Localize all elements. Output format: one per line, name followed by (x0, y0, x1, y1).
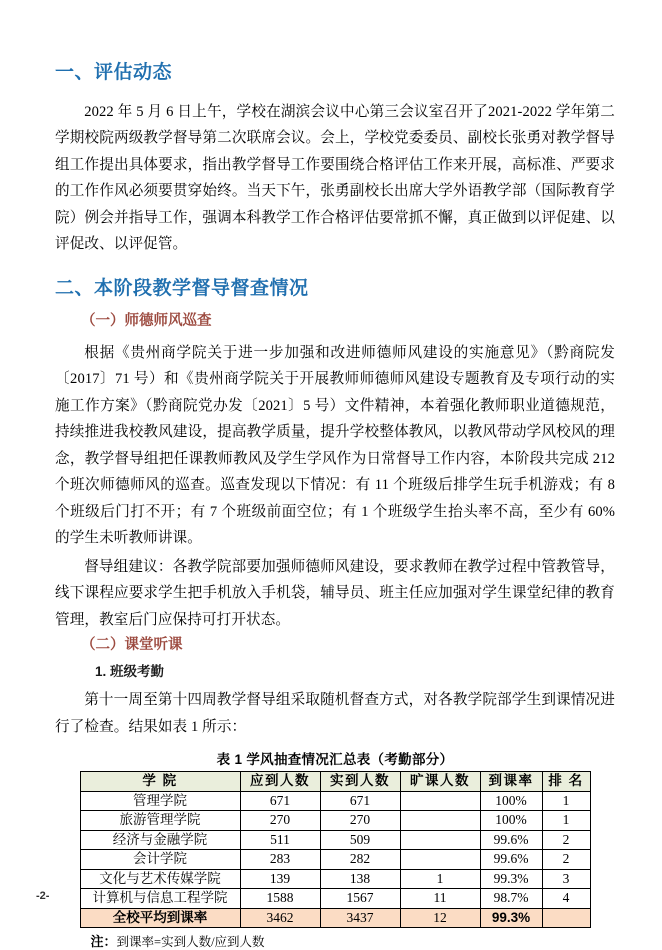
cell-college: 经济与金融学院 (80, 830, 240, 850)
table-row (80, 850, 590, 870)
cell-expected: 671 (240, 791, 320, 811)
table-note-text: 到课率=实到人数/应到人数 (116, 935, 265, 950)
table-caption: 表 1 学风抽查情况汇总表（考勤部分） (216, 752, 454, 768)
cell-rate: 99.3% (480, 869, 542, 889)
cell-absent (400, 791, 480, 811)
column-header-rank: 排 名 (542, 772, 590, 792)
cell-expected: 139 (240, 869, 320, 889)
cell-expected: 511 (240, 830, 320, 850)
cell-rate: 98.7% (480, 889, 542, 909)
cell-rank: 3 (542, 869, 590, 889)
subsection-heading-class-observation: （二）课堂听课 (81, 637, 183, 654)
paragraph-evaluation-news: 2022 年 5 月 6 日上午，学校在湖滨会议中心第三会议室召开了2021-2022 学年第二学期校院两级教学督导第二次联席会议。会上，学校党委委员、副校长张勇对教学督导组工作提出具体要求，指出教学督导工作要围绕合格评估工作来开展，高标准、严要求的工作作风必须要贯穿始终。当天下午，张勇副校长出席大学外语教学部（国际教育学院）例会并指导工作，强调本科教学工作合格评估要常抓不懈，真正做到以评促建、以评促改、以评促管。 (55, 103, 615, 253)
column-header-rate: 到课率 (480, 772, 542, 792)
cell-actual: 138 (320, 869, 400, 889)
cell-total-rank (542, 908, 590, 928)
cell-expected: 1588 (240, 889, 320, 909)
cell-college: 会计学院 (80, 850, 240, 870)
table-row (80, 869, 590, 889)
cell-total-absent: 12 (400, 908, 480, 928)
table-total-row (80, 908, 590, 928)
table-row (80, 791, 590, 811)
table-note-label: 注： (90, 934, 117, 950)
table-row (80, 811, 590, 831)
table-row (80, 889, 590, 909)
cell-absent: 11 (400, 889, 480, 909)
cell-total-label: 全校平均到课率 (80, 908, 240, 928)
section-heading-2: 二、本阶段教学督导督查情况 (55, 277, 309, 299)
cell-rank: 1 (542, 791, 590, 811)
cell-expected: 283 (240, 850, 320, 870)
cell-college: 旅游管理学院 (80, 811, 240, 831)
cell-actual: 671 (320, 791, 400, 811)
cell-absent (400, 850, 480, 870)
section-heading-1: 一、评估动态 (55, 62, 173, 83)
cell-college: 管理学院 (80, 791, 240, 811)
cell-actual: 509 (320, 830, 400, 850)
cell-absent (400, 830, 480, 850)
paragraph-ethics-suggestions: 督导组建议：各教学院部要加强师德师风建设，要求教师在教学过程中管教管导，线下课程应要求学生把手机放入手机袋，辅导员、班主任应加强对学生课堂纪律的教育管理，教室后门应保持可打开状态。 (55, 558, 615, 628)
cell-college: 计算机与信息工程学院 (80, 889, 240, 909)
cell-rate: 99.6% (480, 850, 542, 870)
cell-rank: 1 (542, 811, 590, 831)
table-note (90, 931, 581, 950)
subsection-heading-teacher-ethics: （一）师德师风巡查 (81, 313, 212, 330)
attendance-summary-table (80, 771, 591, 928)
cell-absent (400, 811, 480, 831)
cell-total-actual: 3437 (320, 908, 400, 928)
page-number: -2- (36, 890, 50, 902)
cell-actual: 282 (320, 850, 400, 870)
column-header-actual: 实到人数 (320, 772, 400, 792)
table-row (80, 830, 590, 850)
table-header-row (80, 772, 590, 792)
cell-rank: 2 (542, 850, 590, 870)
paragraph-ethics-inspection: 根据《贵州商学院关于进一步加强和改进师德师风建设的实施意见》（黔商院发〔2017〕71 号）和《贵州商学院关于开展教师师德师风建设专题教育及专项行动的实施工作方案》（黔商院党办发〔2021〕5 号）文件精神，本着强化教师职业道德规范，持续推进我校教风建设，提高教学质量，提升学校整体教风，以教风带动学风校风的理念，教学督导组把任课教师教风及学生学风作为日常督导工作内容，本阶段共完成 212 个班次师德师风的巡查。巡查发现以下情况：有 11 个班级后排学生玩手机游戏；有 8 个班级后门打不开；有 7 个班级前面空位；有 1 个班级学生抬头率不高，至少有 60%的学生未听教师讲课。 (55, 344, 615, 547)
cell-absent: 1 (400, 869, 480, 889)
cell-actual: 1567 (320, 889, 400, 909)
subsubsection-heading-attendance: 1. 班级考勤 (95, 664, 165, 680)
column-header-expected: 应到人数 (240, 772, 320, 792)
cell-expected: 270 (240, 811, 320, 831)
cell-rate: 100% (480, 811, 542, 831)
cell-rate: 99.6% (480, 830, 542, 850)
column-header-absent: 旷课人数 (400, 772, 480, 792)
cell-total-expected: 3462 (240, 908, 320, 928)
cell-rank: 2 (542, 830, 590, 850)
cell-actual: 270 (320, 811, 400, 831)
cell-total-rate: 99.3% (480, 908, 542, 928)
cell-college: 文化与艺术传媒学院 (80, 869, 240, 889)
column-header-college: 学 院 (80, 772, 240, 792)
cell-rate: 100% (480, 791, 542, 811)
paragraph-attendance-check: 第十一周至第十四周教学督导组采取随机督查方式，对各教学院部学生到课情况进行了检查。结果如表 1 所示： (55, 692, 615, 735)
cell-rank: 4 (542, 889, 590, 909)
